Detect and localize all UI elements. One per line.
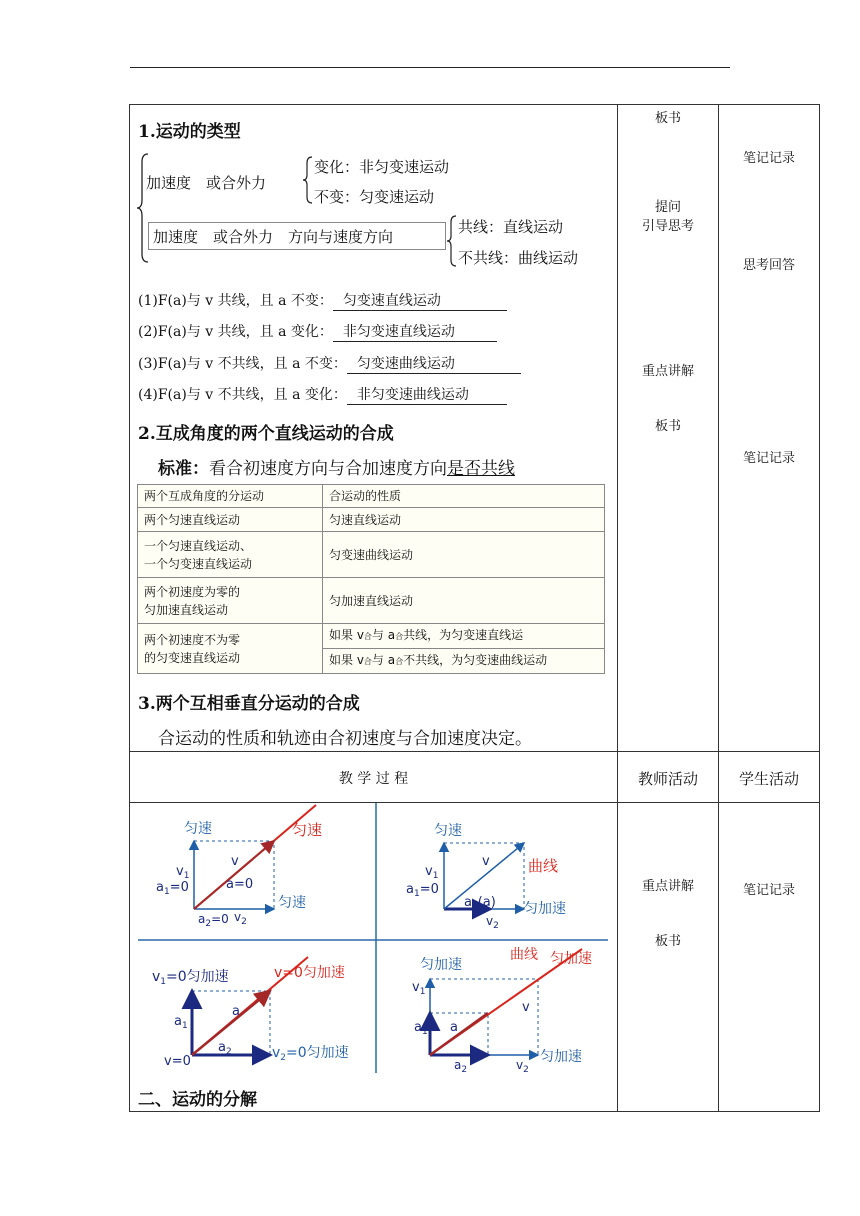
label-a2a: $a_2(a)$ — [464, 895, 496, 912]
diagram-panel-1 — [156, 805, 322, 929]
cell-line: 的匀变速直线运动 — [144, 650, 241, 665]
row-divider-top — [129, 751, 820, 752]
student-activity-1: 笔记记录 — [742, 151, 795, 166]
type-item-3-question: (3)F(a)与 v 不共线，且 a 不变： — [138, 356, 347, 372]
section3-text: 合运动的性质和轨迹由合初速度与合加速度决定。 — [158, 729, 532, 749]
header-rule — [130, 67, 730, 68]
student-activity-4: 笔记记录 — [742, 883, 795, 898]
label-v1: $v_1$ — [412, 980, 426, 997]
label-a: a — [450, 1020, 458, 1035]
label-v1: $v_1$ — [176, 864, 190, 881]
student-activity-3: 笔记记录 — [742, 451, 795, 466]
cell-text: 与 a — [371, 628, 396, 642]
type-item-3-answer: 匀变速曲线运动 — [347, 353, 521, 374]
v-arrow — [194, 841, 274, 909]
label-a1: $a_1$ — [414, 1020, 428, 1037]
brace-top-nochange: 不变：匀变速运动 — [314, 188, 435, 206]
label-result1: 曲线 — [510, 947, 538, 963]
label-a2: $a_2$ — [218, 1040, 232, 1057]
label-top: 匀加速 — [420, 957, 462, 973]
type-item-2-question: (2)F(a)与 v 共线，且 a 变化： — [138, 324, 333, 340]
header-student: 学生活动 — [738, 770, 799, 788]
type-item-4-question: (4)F(a)与 v 不共线，且 a 变化： — [138, 387, 347, 403]
table-cell — [138, 624, 323, 674]
label-a2: $a_2=0$ — [198, 912, 229, 929]
label-a1: $a_1=0$ — [156, 880, 189, 897]
header-teacher: 教师活动 — [637, 770, 698, 788]
inner-brace-top — [302, 155, 314, 205]
inner-brace-bottom — [446, 214, 458, 268]
label-right: 匀加速 — [540, 1049, 582, 1065]
type-item-1-answer: 匀变速直线运动 — [333, 290, 507, 311]
student-activity-2: 思考回答 — [742, 258, 795, 273]
label-top: 匀速 — [184, 821, 212, 837]
brace-bottom-noncollinear: 不共线：曲线运动 — [458, 249, 579, 267]
label-v: v — [482, 854, 490, 869]
type-item-1 — [138, 290, 507, 311]
table-cell: 两个互成角度的分运动 — [138, 485, 323, 508]
brace-bottom-label: 加速度 或合外力 方向与速度方向 — [153, 228, 394, 246]
section3-title: 3.两个互相垂直分运动的合成 — [138, 694, 360, 714]
composition-diagram — [134, 803, 614, 1075]
type-item-1-question: (1)F(a)与 v 共线，且 a 不变： — [138, 293, 333, 309]
table-cell: 匀速直线运动 — [323, 508, 605, 532]
standard-text: 看合初速度方向与合加速度方向 — [209, 459, 447, 479]
table-cell: 匀变速曲线运动 — [323, 532, 605, 578]
composition-table — [137, 484, 605, 674]
cell-line: 一个匀变速直线运动 — [144, 556, 253, 571]
a-arrow — [192, 991, 270, 1055]
brace-bottom-collinear: 共线：直线运动 — [458, 218, 564, 236]
label-right: 匀速 — [278, 895, 306, 911]
label-v0: v=0 — [164, 1054, 191, 1069]
diagram-panel-4 — [412, 946, 592, 1075]
label-right: 匀加速 — [524, 901, 566, 917]
label-a1: $a_1$ — [174, 1014, 188, 1031]
label-v2: $v_2$ — [234, 910, 247, 927]
standard-label: 标准： — [158, 459, 209, 479]
cell-text: 不共线，为匀变速曲线运动 — [403, 653, 548, 667]
cell-line: 两个初速度为零的 — [144, 584, 241, 599]
type-item-2-answer: 非匀变速直线运动 — [333, 321, 497, 342]
section1-title: 1.运动的类型 — [138, 122, 241, 142]
label-result: 匀速 — [292, 821, 323, 839]
section2-title: 2.互成角度的两个直线运动的合成 — [138, 424, 394, 444]
table-row — [138, 624, 605, 649]
cell-line: 两个初速度不为零 — [144, 632, 241, 647]
label-result2: 匀加速 — [550, 951, 592, 967]
label-a1: $a_1=0$ — [406, 882, 439, 899]
label-v1: $v_1$ — [425, 864, 439, 881]
label-right: $v_2=0$匀加速 — [272, 1045, 349, 1063]
type-item-4 — [138, 384, 507, 405]
teacher-activity-3: 引导思考 — [641, 219, 694, 234]
cell-text: 与 a — [371, 653, 396, 667]
teacher-activity-7: 板书 — [654, 934, 681, 949]
table-row — [138, 508, 605, 532]
label-a: a=0 — [226, 877, 254, 892]
teacher-activity-6: 重点讲解 — [641, 879, 694, 894]
table-cell — [323, 649, 605, 674]
teacher-activity-2: 提问 — [654, 200, 681, 215]
table-row — [138, 532, 605, 578]
cell-text: 共线，为匀变速直线运 — [403, 628, 524, 642]
label-a2: $a_2$ — [454, 1058, 468, 1075]
label-result: v=0匀加速 — [274, 965, 345, 981]
bottom-title: 二、运动的分解 — [138, 1090, 257, 1110]
label-top: 匀速 — [434, 823, 462, 839]
subscript: 合 — [363, 657, 372, 666]
table-cell: 两个匀速直线运动 — [138, 508, 323, 532]
table-cell: 合运动的性质 — [323, 485, 605, 508]
subscript: 合 — [395, 657, 404, 666]
table-row — [138, 578, 605, 624]
teacher-activity-4: 重点讲解 — [641, 364, 694, 379]
standard-emph: 是否共线 — [447, 459, 515, 479]
label-a: a — [232, 1004, 240, 1019]
label-v2: $v_2$ — [516, 1058, 529, 1075]
teacher-activity-5: 板书 — [654, 419, 681, 434]
label-v2: $v_2$ — [486, 914, 499, 931]
subscript: 合 — [363, 632, 372, 641]
teacher-activity-1: 板书 — [654, 111, 681, 126]
label-top: $v_1=0$匀加速 — [152, 969, 229, 987]
header-process: 教 学 过 程 — [338, 771, 409, 787]
cell-text: 如果 v — [329, 628, 364, 642]
diagram-panel-2 — [406, 822, 566, 931]
brace-top-label: 加速度 或合外力 — [146, 174, 267, 192]
table-cell: 匀加速直线运动 — [323, 578, 605, 624]
type-item-4-answer: 非匀变速曲线运动 — [347, 384, 507, 405]
a-arrow — [430, 1013, 488, 1055]
cell-line: 匀加速直线运动 — [144, 602, 229, 617]
cell-text: 如果 v — [329, 653, 364, 667]
diagram-panel-3 — [152, 957, 349, 1069]
table-row — [138, 485, 605, 508]
label-v: v — [522, 1000, 530, 1015]
brace-top-change: 变化：非匀变速运动 — [314, 158, 450, 176]
section2-standard — [158, 454, 515, 479]
label-result: 曲线 — [528, 857, 559, 875]
subscript: 合 — [395, 632, 404, 641]
table-cell — [138, 532, 323, 578]
type-item-3 — [138, 353, 521, 374]
type-item-2 — [138, 321, 497, 342]
cell-line: 一个匀速直线运动、 — [144, 538, 253, 553]
label-v: v — [231, 854, 239, 869]
table-cell — [323, 624, 605, 649]
table-cell — [138, 578, 323, 624]
column-divider-1 — [617, 104, 618, 1112]
